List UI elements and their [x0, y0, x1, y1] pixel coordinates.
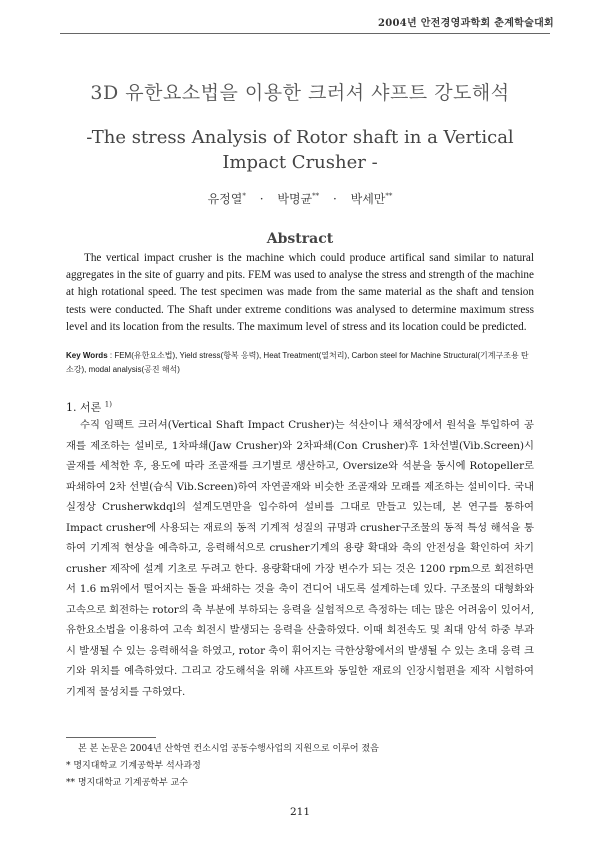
section-heading [66, 399, 112, 415]
footnote-author-2: ** 명지대학교 기계공학부 교수 [66, 778, 188, 788]
author-separator: · [259, 192, 264, 206]
conference-header: 2004년 안전경영과학회 춘계학술대회 [377, 18, 554, 29]
section-title: 1. 서론 [66, 401, 102, 414]
author-2: 박명균 [277, 192, 313, 206]
body-paragraph: 수직 임팩트 크러셔(Vertical Shaft Impact Crusher)는 석산이나 채석장에서 원석을 투입하여 공재를 제조하는 설비로, 1차파쇄(Jaw Crusher)와 2차파쇄(Con Crusher)후 1차선별(Vib.Screen)시 골재를 세척한 후, 용도에 따라 조골재를 크기별로 생산하고, Oversize와 석분을 동시에 Rotopeller로 파쇄하여 2차 선별(습식 Vib.Screen)하여 자연골재와 비슷한 조골재와 모래를 제조하는 설비이다. 국내 실정상 Crusherwkdql의 설계도면만을 입수하여 설비를 그대로 만들고 있는데, 본 연구를 통하여 Impact crusher에 사용되는 재료의 동적 기계적 성질의 규명과 crusher구조물의 동적 특성 해석을 통하여 기계적 현상을 예측하고, 응력해석으로 crusher기계의 용량 확대와 축의 안전성을 확인하여 차기 crusher 제작에 설계 기초로 두려고 한다. 용량확대에 가장 변수가 되는 것은 1200 rpm으로 회전하면서 1.6 m위에서 떨어지는 돌을 파쇄하는 것을 축이 견디어 내도록 설계하는데 있다. 구조물의 대형화와 고속으로 회전하는 rotor의 축 부분에 부하되는 응력을 실험적으로 측정하는 데는 많은 어려움이 있어서, 유한요소법을 이용하여 고속 회전시 발생되는 응력을 산출하였다. 이때 회전속도 및 최대 암석 하중 부과시 발생될 수 있는 응력해석을 하였고, rotor 축이 휘어지는 극한상황에서의 발생될 수 있는 초대 응력 크기와 위치를 예측하였다. 그리고 강도해석을 위해 샤프트와 동일한 재료의 인장시험편을 제작 시험하여 기계적 물성치를 구하였다. [66, 419, 534, 698]
author-separator: · [332, 192, 337, 206]
title-english [0, 125, 600, 175]
keywords [66, 349, 534, 377]
footnotes [66, 741, 534, 792]
author-1-mark: * [242, 192, 246, 200]
body-text [66, 415, 534, 702]
footnote-author-1: * 명지대학교 기계공학부 석사과정 [66, 761, 201, 771]
keywords-text: : FEM(유한요소법), Yield stress(항복 응력), Heat Treatment(열처리), Carbon steel for Machine Structural(기계구조용 탄소강), modal analysis(공진 해석) [66, 351, 529, 374]
title-english-line2: Impact Crusher - [222, 152, 378, 173]
author-3: 박세만 [350, 192, 386, 206]
title-english-line1: -The stress Analysis of Rotor shaft in a Vertical [86, 127, 514, 148]
page-number: 211 [289, 806, 311, 818]
keywords-label: Key Words [66, 351, 108, 360]
author-list [0, 190, 600, 207]
author-1: 유정열 [207, 192, 243, 206]
header-rule [60, 33, 550, 34]
author-3-mark: ** [385, 192, 393, 200]
footnote-funding: 본 본 논문은 2004년 산학연 컨소시엄 공동수행사업의 지원으로 이루어 졌음 [78, 744, 379, 754]
abstract-text: The vertical impact crusher is the machine which could produce artifical sand similar to natural aggregates in the site of guarry and pits. FEM was used to analyse the stress and strength of the machine at high rotational speed. The test specimen was made from the same material as the shaft and tension tests were conducted. The Shaft under extreme conditions was analysed to determine maximum stress level and its location from the results. The maximum level of stress and its location could be predicted. [66, 252, 534, 333]
title-korean: 3D 유한요소법을 이용한 크러셔 샤프트 강도해석 [90, 82, 510, 104]
author-2-mark: ** [312, 192, 320, 200]
section-note-mark: 1) [104, 400, 112, 409]
abstract-body [66, 250, 534, 336]
footnote-rule [66, 737, 156, 738]
abstract-heading: Abstract [266, 231, 334, 247]
